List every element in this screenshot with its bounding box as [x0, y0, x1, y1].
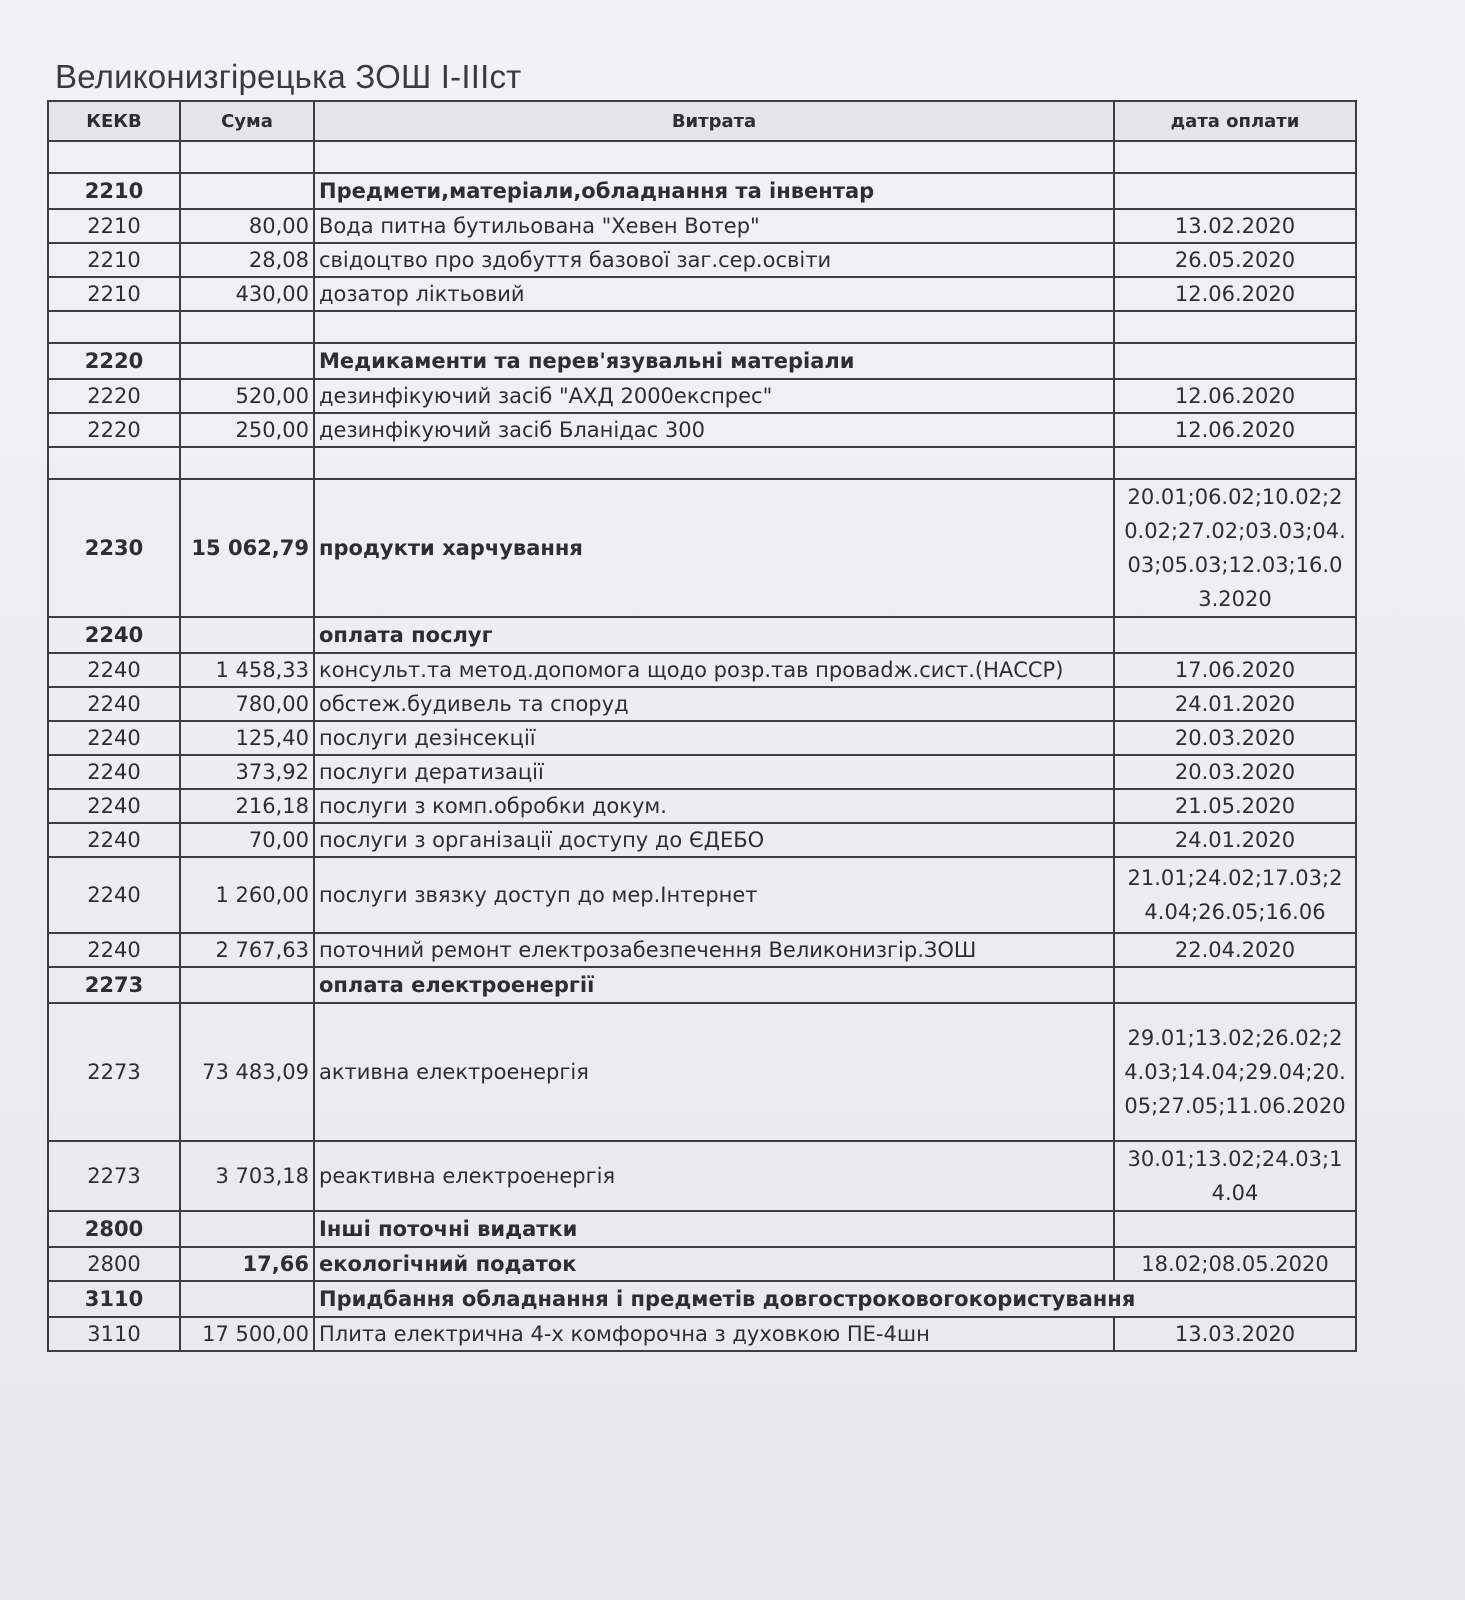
- row-sum: 17,66: [180, 1247, 314, 1281]
- row-expense: дозатор ліктьовий: [314, 277, 1114, 311]
- row-date: 18.02;08.05.2020: [1114, 1247, 1356, 1281]
- table-row: [48, 823, 1356, 857]
- row-sum: 73 483,09: [180, 1003, 314, 1141]
- row-expense: реактивна електроенергія: [314, 1141, 1114, 1211]
- expenses-table: [47, 100, 1357, 1352]
- row-kekv: 2240: [48, 789, 180, 823]
- table-row: [48, 653, 1356, 687]
- blank-row: [48, 311, 1356, 343]
- table-row: [48, 1141, 1356, 1211]
- row-expense: продукти харчування: [314, 479, 1114, 617]
- table-row: [48, 933, 1356, 967]
- row-sum: 250,00: [180, 413, 314, 447]
- row-expense: обстеж.будивель та споруд: [314, 687, 1114, 721]
- row-date: 12.06.2020: [1114, 277, 1356, 311]
- row-date: 13.03.2020: [1114, 1317, 1356, 1351]
- category-code: 2240: [48, 617, 180, 653]
- row-sum: 15 062,79: [180, 479, 314, 617]
- category-code: 3110: [48, 1281, 180, 1317]
- row-kekv: 2273: [48, 1141, 180, 1211]
- row-sum: 780,00: [180, 687, 314, 721]
- table-row: [48, 755, 1356, 789]
- row-kekv: 2210: [48, 209, 180, 243]
- row-expense: поточний ремонт електрозабезпечення Великонизгір.ЗОШ: [314, 933, 1114, 967]
- blank-row: [48, 141, 1356, 173]
- table-row: [48, 1003, 1356, 1141]
- category-code: 2220: [48, 343, 180, 379]
- category-code: 2210: [48, 173, 180, 209]
- row-expense: активна електроенергія: [314, 1003, 1114, 1141]
- row-kekv: 2240: [48, 721, 180, 755]
- table-row: [48, 721, 1356, 755]
- category-row: [48, 617, 1356, 653]
- row-date: 30.01;13.02;24.03;14.04: [1114, 1141, 1356, 1211]
- row-expense: Вода питна бутильована "Хевен Вотер": [314, 209, 1114, 243]
- row-sum: 125,40: [180, 721, 314, 755]
- table-row: [48, 479, 1356, 617]
- category-code: 2800: [48, 1211, 180, 1247]
- row-date: 12.06.2020: [1114, 379, 1356, 413]
- table-row: [48, 857, 1356, 933]
- row-expense: послуги з організації доступу до ЄДЕБО: [314, 823, 1114, 857]
- category-row: [48, 1211, 1356, 1247]
- category-name: Інші поточні видатки: [314, 1211, 1114, 1247]
- table-row: [48, 789, 1356, 823]
- row-expense: Плита електрична 4-х комфорочна з духовкою ПЕ-4шн: [314, 1317, 1114, 1351]
- row-expense: послуги з комп.обробки докум.: [314, 789, 1114, 823]
- row-expense: послуги звязку доступ до мер.Інтернет: [314, 857, 1114, 933]
- row-date: 17.06.2020: [1114, 653, 1356, 687]
- category-row: [48, 1281, 1356, 1317]
- row-expense: консульт.та метод.допомога щодо розр.тав проваdж.сист.(НАССР): [314, 653, 1114, 687]
- row-kekv: 2220: [48, 413, 180, 447]
- row-sum: 80,00: [180, 209, 314, 243]
- row-kekv: 2240: [48, 653, 180, 687]
- row-date: 20.03.2020: [1114, 721, 1356, 755]
- row-kekv: 3110: [48, 1317, 180, 1351]
- table-row: [48, 379, 1356, 413]
- header-kekv: КЕКВ: [48, 101, 180, 141]
- header-expense: Витрата: [314, 101, 1114, 141]
- row-expense: послуги дератизації: [314, 755, 1114, 789]
- category-name: Придбання обладнання і предметів довгостроковогокористування: [314, 1281, 1356, 1317]
- table-header-row: [48, 101, 1356, 141]
- document-title: Великонизгірецька ЗОШ І-ІІІст: [55, 58, 522, 95]
- header-sum: Сума: [180, 101, 314, 141]
- row-date: 21.01;24.02;17.03;24.04;26.05;16.06: [1114, 857, 1356, 933]
- row-sum: 520,00: [180, 379, 314, 413]
- row-date: 29.01;13.02;26.02;24.03;14.04;29.04;20.05;27.05;11.06.2020: [1114, 1003, 1356, 1141]
- category-name: оплата електроенергії: [314, 967, 1114, 1003]
- category-name: оплата послуг: [314, 617, 1114, 653]
- row-date: 24.01.2020: [1114, 823, 1356, 857]
- row-date: 20.03.2020: [1114, 755, 1356, 789]
- table-row: [48, 1247, 1356, 1281]
- row-kekv: 2230: [48, 479, 180, 617]
- row-kekv: 2240: [48, 687, 180, 721]
- row-sum: 430,00: [180, 277, 314, 311]
- row-sum: 1 260,00: [180, 857, 314, 933]
- table-row: [48, 209, 1356, 243]
- row-date: 13.02.2020: [1114, 209, 1356, 243]
- row-expense: дезинфікуючий засіб Бланідас 300: [314, 413, 1114, 447]
- row-sum: 216,18: [180, 789, 314, 823]
- table-row: [48, 277, 1356, 311]
- row-kekv: 2240: [48, 933, 180, 967]
- category-code: 2273: [48, 967, 180, 1003]
- row-sum: 70,00: [180, 823, 314, 857]
- row-kekv: 2220: [48, 379, 180, 413]
- row-date: 26.05.2020: [1114, 243, 1356, 277]
- header-date: дата оплати: [1114, 101, 1356, 141]
- row-kekv: 2210: [48, 243, 180, 277]
- row-kekv: 2800: [48, 1247, 180, 1281]
- row-expense: свідоцтво про здобуття базової заг.сер.освіти: [314, 243, 1114, 277]
- row-date: 20.01;06.02;10.02;20.02;27.02;03.03;04.03;05.03;12.03;16.03.2020: [1114, 479, 1356, 617]
- row-date: 24.01.2020: [1114, 687, 1356, 721]
- category-row: [48, 343, 1356, 379]
- row-kekv: 2240: [48, 755, 180, 789]
- row-date: 12.06.2020: [1114, 413, 1356, 447]
- category-name: Предмети,матеріали,обладнання та інвентар: [314, 173, 1114, 209]
- row-sum: 2 767,63: [180, 933, 314, 967]
- table-row: [48, 1317, 1356, 1351]
- row-sum: 17 500,00: [180, 1317, 314, 1351]
- row-expense: дезинфікуючий засіб "АХД 2000експрес": [314, 379, 1114, 413]
- row-sum: 3 703,18: [180, 1141, 314, 1211]
- row-date: 22.04.2020: [1114, 933, 1356, 967]
- category-row: [48, 967, 1356, 1003]
- table-row: [48, 687, 1356, 721]
- row-expense: послуги дезінсекції: [314, 721, 1114, 755]
- row-sum: 373,92: [180, 755, 314, 789]
- row-date: 21.05.2020: [1114, 789, 1356, 823]
- category-row: [48, 173, 1356, 209]
- row-expense: екологічний податок: [314, 1247, 1114, 1281]
- table-row: [48, 413, 1356, 447]
- row-kekv: 2240: [48, 823, 180, 857]
- category-name: Медикаменти та перев'язувальні матеріали: [314, 343, 1114, 379]
- row-kekv: 2210: [48, 277, 180, 311]
- row-sum: 28,08: [180, 243, 314, 277]
- row-sum: 1 458,33: [180, 653, 314, 687]
- blank-row: [48, 447, 1356, 479]
- table-row: [48, 243, 1356, 277]
- row-kekv: 2240: [48, 857, 180, 933]
- row-kekv: 2273: [48, 1003, 180, 1141]
